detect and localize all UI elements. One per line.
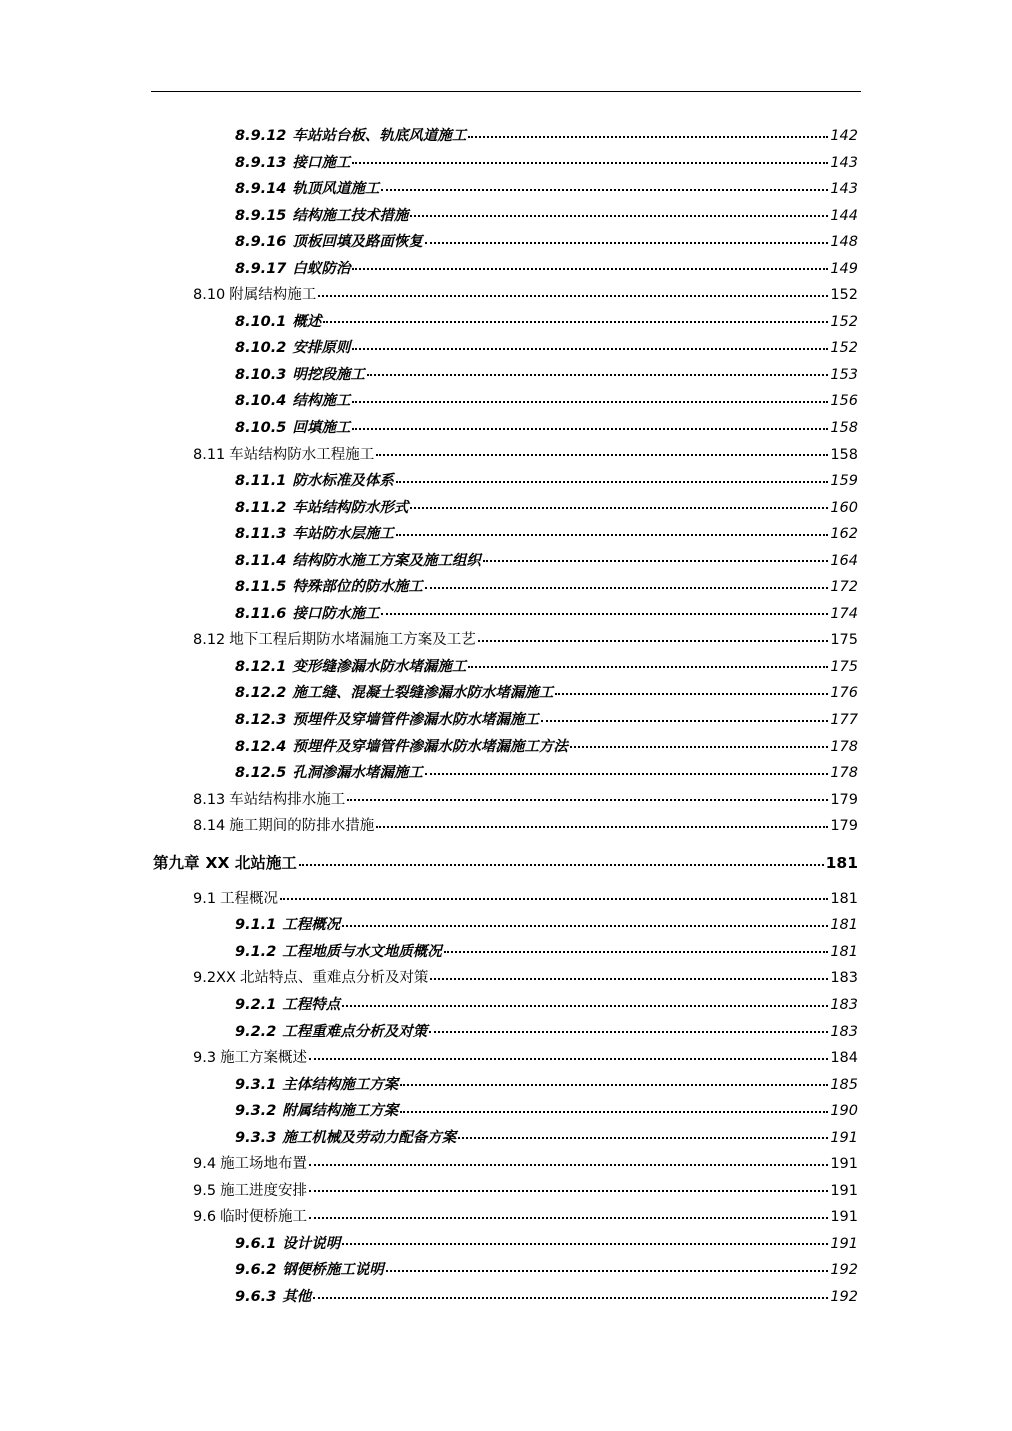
dot-leader: [541, 719, 828, 722]
dot-leader: [367, 373, 828, 376]
toc-entry-page: 142: [830, 128, 858, 144]
toc-entry-number: 9.6.1: [235, 1235, 277, 1252]
dot-leader: [352, 427, 828, 430]
toc-entry[interactable]: [0, 362, 1012, 389]
dot-leader: [309, 1189, 828, 1192]
toc-entry-title: 顶板回填及路面恢复: [292, 234, 423, 251]
toc-entry-number: 8.11.6: [235, 605, 287, 622]
toc-entry[interactable]: [0, 203, 1012, 230]
dot-leader: [396, 480, 828, 483]
dot-leader: [478, 639, 829, 642]
toc-entry-page: 183: [830, 996, 858, 1013]
toc-entry-title: 变形缝渗漏水防水堵漏施工: [292, 658, 467, 675]
toc-entry-page: 175: [830, 632, 858, 649]
toc-entry-number: 第九章: [153, 853, 200, 872]
toc-entry-page: 143: [830, 181, 858, 198]
dot-leader: [386, 1269, 829, 1272]
toc-entry-number: 8.13: [193, 791, 226, 808]
toc-entry[interactable]: [0, 309, 1012, 336]
toc-entry-number: 9.1.2: [235, 943, 277, 960]
toc-entry-number: 9.3.1: [235, 1076, 277, 1093]
toc-entry-number: 8.12.2: [235, 685, 287, 702]
toc-entry-number: 9.2.2: [235, 1023, 277, 1040]
toc-entry-title: 防水标准及体系: [292, 473, 394, 490]
dot-leader: [318, 294, 828, 297]
dot-leader: [323, 320, 828, 323]
toc-entry-number: 8.11: [193, 446, 226, 463]
toc-entry-number: 8.11.2: [235, 499, 287, 516]
dot-leader: [381, 188, 828, 191]
toc-entry-page: 181: [825, 853, 858, 872]
toc-entry-number: 9.6: [193, 1209, 217, 1226]
toc-entry-number: 8.12.5: [235, 765, 287, 782]
toc-entry-title: 预埋件及穿墙管件渗漏水防水堵漏施工: [292, 712, 539, 729]
toc-entry-page: 172: [830, 579, 858, 596]
toc-entry-number: 8.9.13: [235, 154, 287, 171]
toc-entry[interactable]: [0, 229, 1012, 256]
toc-entry-page: 181: [830, 890, 858, 907]
toc-entry-page: 159: [830, 473, 858, 490]
toc-entry-number: 8.10: [193, 287, 226, 304]
toc-entry-title: 车站结构排水施工: [229, 791, 346, 808]
toc-entry[interactable]: [0, 521, 1012, 548]
toc-entry-number: 9.1.1: [235, 917, 277, 934]
toc-entry[interactable]: [0, 176, 1012, 203]
toc-entry[interactable]: [0, 123, 1012, 150]
toc-entry-number: 8.10.1: [235, 313, 287, 330]
dot-leader: [352, 267, 828, 270]
toc-entry-page: 175: [830, 658, 858, 675]
toc-entry-number: 8.10.5: [235, 420, 287, 437]
toc-entry-number: 8.12.4: [235, 738, 287, 755]
dot-leader: [458, 1136, 828, 1139]
toc-entry-number: 8.12.3: [235, 712, 287, 729]
toc-entry[interactable]: [0, 707, 1012, 734]
toc-entry-page: 152: [830, 313, 858, 330]
toc-entry-number: 8.9.17: [235, 260, 287, 277]
dot-leader: [400, 1083, 828, 1086]
dot-leader: [410, 214, 828, 217]
toc-entry[interactable]: [0, 415, 1012, 442]
dot-leader: [396, 533, 828, 536]
toc-entry-page: 192: [830, 1262, 858, 1279]
toc-entry-number: 9.6.2: [235, 1262, 277, 1279]
toc-entry-page: 149: [830, 260, 858, 277]
toc-entry-title: 白蚁防治: [292, 260, 351, 277]
toc-entry-title: 工程概况: [282, 917, 341, 934]
toc-entry-title: XX 北站施工: [205, 853, 297, 872]
toc-entry-number: 9.2XX: [193, 970, 236, 987]
toc-entry-page: 160: [830, 499, 858, 516]
toc-entry-title: 施工缝、混凝土裂缝渗漏水防水堵漏施工: [292, 685, 554, 702]
toc-entry[interactable]: [0, 912, 1012, 939]
toc-entry-title: 结构防水施工方案及施工组织: [292, 552, 481, 569]
toc-entry[interactable]: [0, 388, 1012, 415]
toc-entry-title: 施工期间的防排水措施: [229, 818, 375, 835]
dot-leader: [309, 1057, 828, 1060]
dot-leader: [313, 1296, 828, 1299]
toc-entry[interactable]: [0, 1072, 1012, 1099]
dot-leader: [309, 1163, 828, 1166]
toc-entry[interactable]: [0, 282, 1012, 309]
toc-entry[interactable]: [0, 965, 1012, 992]
toc-entry-title: 地下工程后期防水堵漏施工方案及工艺: [229, 632, 476, 649]
toc-entry-title: 车站结构防水形式: [292, 499, 409, 516]
toc-entry-page: 143: [830, 154, 858, 171]
toc-entry[interactable]: [0, 886, 1012, 913]
toc-entry[interactable]: [0, 150, 1012, 177]
dot-leader: [483, 559, 828, 562]
dot-leader: [425, 772, 828, 775]
dot-leader: [309, 1216, 828, 1219]
toc-entry[interactable]: [0, 1284, 1012, 1311]
toc-entry[interactable]: [0, 468, 1012, 495]
toc-entry-number: 9.3.3: [235, 1129, 277, 1146]
toc-entry-title: 附属结构施工: [229, 287, 317, 304]
toc-entry-title: 施工场地布置: [220, 1156, 308, 1173]
toc-entry-page: 181: [830, 943, 858, 960]
toc-entry-title: 其他: [282, 1288, 312, 1305]
toc-entry-number: 9.1: [193, 890, 217, 907]
dot-leader: [347, 798, 828, 801]
toc-entry[interactable]: [0, 939, 1012, 966]
toc-entry[interactable]: [0, 256, 1012, 283]
toc-entry-number: 8.12.1: [235, 658, 287, 675]
toc-entry-page: 191: [830, 1235, 858, 1252]
toc-entry-page: 192: [830, 1288, 858, 1305]
toc-entry-page: 174: [830, 605, 858, 622]
toc-entry-number: 8.9.14: [235, 181, 287, 198]
toc-entry-number: 8.12: [193, 632, 226, 649]
toc-entry[interactable]: [0, 1098, 1012, 1125]
toc-entry[interactable]: [0, 442, 1012, 469]
toc-entry[interactable]: [0, 574, 1012, 601]
toc-entry-page: 181: [830, 917, 858, 934]
toc-entry[interactable]: [0, 601, 1012, 628]
dot-leader: [468, 135, 828, 138]
toc-entry-title: 工程概况: [220, 890, 279, 907]
dot-leader: [410, 506, 828, 509]
toc-entry[interactable]: [0, 760, 1012, 787]
toc-entry-number: 8.10.4: [235, 393, 287, 410]
toc-entry-title: 北站特点、重难点分析及对策: [239, 970, 429, 987]
toc-entry-page: 152: [830, 287, 858, 304]
toc-entry-page: 176: [830, 685, 858, 702]
toc-entry-number: 8.11.3: [235, 526, 287, 543]
toc-entry[interactable]: [0, 654, 1012, 681]
toc-entry-title: 预埋件及穿墙管件渗漏水防水堵漏施工方法: [292, 738, 568, 755]
dot-leader: [352, 400, 828, 403]
toc-entry[interactable]: [0, 845, 1012, 881]
toc-entry-number: 9.3: [193, 1050, 217, 1067]
toc-entry-title: 施工进度安排: [220, 1182, 308, 1199]
toc-entry-page: 178: [830, 738, 858, 755]
toc-entry-page: 148: [830, 234, 858, 251]
toc-entry[interactable]: [0, 1257, 1012, 1284]
dot-leader: [570, 745, 828, 748]
toc-entry[interactable]: [0, 1019, 1012, 1046]
toc-entry-number: 8.10.2: [235, 340, 287, 357]
toc-entry-title: 轨顶风道施工: [292, 181, 380, 198]
toc-entry-page: 191: [830, 1209, 858, 1226]
toc-entry-page: 158: [830, 446, 858, 463]
toc-entry-title: 回填施工: [292, 420, 351, 437]
toc-entry-title: 概述: [292, 313, 322, 330]
dot-leader: [430, 977, 828, 980]
toc-entry[interactable]: [0, 335, 1012, 362]
toc-entry-title: 施工机械及劳动力配备方案: [282, 1129, 457, 1146]
dot-leader: [376, 825, 828, 828]
dot-leader: [429, 1030, 828, 1033]
toc-entry[interactable]: [0, 1178, 1012, 1205]
toc-entry-title: 特殊部位的防水施工: [292, 579, 423, 596]
toc-entry-page: 162: [830, 526, 858, 543]
toc-entry-number: 8.11.4: [235, 552, 287, 569]
dot-leader: [342, 1004, 828, 1007]
toc-entry-number: 8.14: [193, 818, 226, 835]
toc-entry-number: 9.2.1: [235, 996, 277, 1013]
dot-leader: [400, 1110, 828, 1113]
toc-entry-page: 179: [830, 818, 858, 835]
toc-entry-page: 183: [830, 970, 858, 987]
toc-entry-page: 177: [830, 712, 858, 729]
toc-entry-page: 183: [830, 1023, 858, 1040]
toc-entry-title: 钢便桥施工说明: [282, 1262, 384, 1279]
toc-entry-number: 8.9.16: [235, 234, 287, 251]
toc-entry-title: 车站防水层施工: [292, 526, 394, 543]
toc-entry-title: 设计说明: [282, 1235, 341, 1252]
toc-entry[interactable]: [0, 734, 1012, 761]
toc-entry[interactable]: [0, 495, 1012, 522]
toc-entry-page: 164: [830, 552, 858, 569]
toc-entry-title: 明挖段施工: [292, 366, 365, 383]
dot-leader: [352, 347, 828, 350]
dot-leader: [555, 692, 828, 695]
toc-entry-page: 191: [830, 1182, 858, 1199]
toc-entry-page: 152: [830, 340, 858, 357]
toc-entry-title: 接口施工: [292, 154, 351, 171]
toc-entry-number: 9.4: [193, 1156, 217, 1173]
toc-entry-title: 工程重难点分析及对策: [282, 1023, 428, 1040]
toc-entry-number: 8.9.15: [235, 207, 287, 224]
header-rule: [151, 91, 861, 92]
toc-entry-title: 结构施工技术措施: [292, 207, 409, 224]
toc-entry-page: 156: [830, 393, 858, 410]
toc-entry[interactable]: [0, 1204, 1012, 1231]
dot-leader: [425, 586, 828, 589]
toc-entry-title: 主体结构施工方案: [282, 1076, 399, 1093]
dot-leader: [342, 1242, 828, 1245]
toc-entry-title: 工程特点: [282, 996, 341, 1013]
toc-entry[interactable]: [0, 787, 1012, 814]
dot-leader: [468, 665, 828, 668]
toc-entry[interactable]: [0, 1231, 1012, 1258]
toc-entry-page: 179: [830, 791, 858, 808]
toc-entry-title: 附属结构施工方案: [282, 1103, 399, 1120]
toc-entry-number: 9.6.3: [235, 1288, 277, 1305]
table-of-contents: [0, 123, 1012, 1311]
toc-entry[interactable]: [0, 992, 1012, 1019]
toc-entry-title: 孔洞渗漏水堵漏施工: [292, 765, 423, 782]
toc-entry-title: 施工方案概述: [220, 1050, 308, 1067]
toc-entry-page: 158: [830, 420, 858, 437]
toc-entry-title: 车站结构防水工程施工: [229, 446, 375, 463]
toc-entry-title: 安排原则: [292, 340, 351, 357]
dot-leader: [280, 897, 828, 900]
toc-entry-number: 8.11.1: [235, 473, 287, 490]
dot-leader: [425, 241, 828, 244]
toc-entry[interactable]: [0, 627, 1012, 654]
toc-entry-page: 144: [830, 207, 858, 224]
toc-entry-page: 153: [830, 366, 858, 383]
toc-entry[interactable]: [0, 1125, 1012, 1152]
toc-entry-title: 工程地质与水文地质概况: [282, 943, 442, 960]
toc-entry-number: 8.11.5: [235, 579, 287, 596]
toc-entry[interactable]: [0, 680, 1012, 707]
dot-leader: [376, 453, 828, 456]
toc-entry[interactable]: [0, 1045, 1012, 1072]
toc-entry-title: 结构施工: [292, 393, 351, 410]
toc-entry-number: 9.3.2: [235, 1103, 277, 1120]
toc-entry-number: 9.5: [193, 1182, 217, 1199]
toc-entry-page: 190: [830, 1103, 858, 1120]
dot-leader: [299, 863, 824, 866]
toc-entry-page: 185: [830, 1076, 858, 1093]
toc-entry-title: 临时便桥施工: [220, 1209, 308, 1226]
dot-leader: [381, 612, 828, 615]
toc-entry[interactable]: [0, 813, 1012, 840]
toc-entry-title: 接口防水施工: [292, 605, 380, 622]
toc-entry-page: 191: [830, 1156, 858, 1173]
toc-entry-page: 191: [830, 1129, 858, 1146]
toc-entry-number: 8.10.3: [235, 366, 287, 383]
toc-entry-title: 车站站台板、轨底风道施工: [292, 128, 467, 144]
toc-entry-page: 178: [830, 765, 858, 782]
toc-entry[interactable]: [0, 548, 1012, 575]
dot-leader: [342, 924, 828, 927]
toc-entry-number: 8.9.12: [235, 128, 287, 144]
dot-leader: [444, 950, 829, 953]
dot-leader: [352, 161, 828, 164]
toc-entry-page: 184: [830, 1050, 858, 1067]
toc-entry[interactable]: [0, 1151, 1012, 1178]
